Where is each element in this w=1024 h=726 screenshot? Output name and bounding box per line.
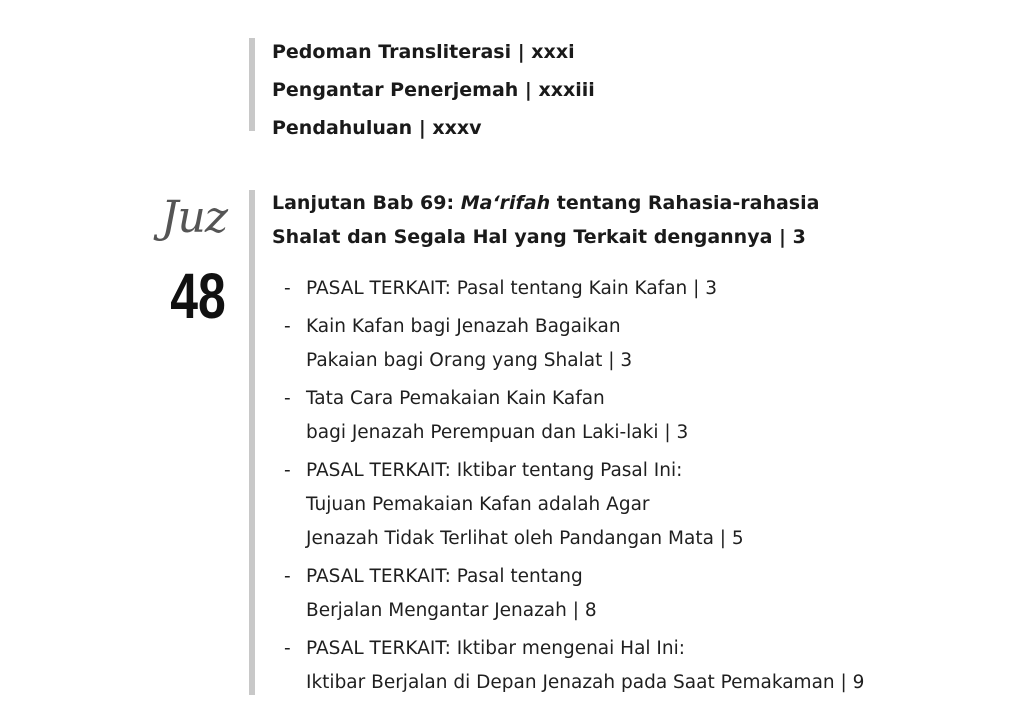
entry-line: Iktibar Berjalan di Depan Jenazah pada Saat Pemakaman | 9 bbox=[306, 672, 865, 693]
section-entry-list bbox=[284, 272, 984, 704]
entry-line: PASAL TERKAIT: Iktibar tentang Pasal Ini: bbox=[306, 460, 683, 481]
toc-entry-introduction[interactable]: Pendahuluan | xxxv bbox=[272, 117, 482, 139]
section-entry[interactable] bbox=[284, 310, 984, 378]
chapter-title-line-2: Shalat dan Segala Hal yang Terkait dengannya | 3 bbox=[272, 226, 806, 248]
entry-dash: - bbox=[284, 278, 291, 299]
section-entry[interactable] bbox=[284, 272, 984, 306]
section-entry[interactable] bbox=[284, 632, 984, 700]
toc-entry-transliteration[interactable]: Pedoman Transliterasi | xxxi bbox=[272, 41, 575, 63]
entry-line: PASAL TERKAIT: Iktibar mengenai Hal Ini: bbox=[306, 638, 685, 659]
juz-divider bbox=[249, 190, 255, 695]
entry-line: Tata Cara Pemakaian Kain Kafan bbox=[306, 388, 605, 409]
chapter-title-italic: Ma‘rifah bbox=[460, 192, 551, 214]
entry-line: Jenazah Tidak Terlihat oleh Pandangan Mata | 5 bbox=[306, 528, 744, 549]
chapter-title-prefix: Lanjutan Bab 69: bbox=[272, 192, 461, 214]
toc-entry-translator-preface[interactable]: Pengantar Penerjemah | xxxiii bbox=[272, 79, 595, 101]
entry-line: Berjalan Mengantar Jenazah | 8 bbox=[306, 600, 597, 621]
entry-dash: - bbox=[284, 388, 291, 409]
entry-dash: - bbox=[284, 638, 291, 659]
entry-line: Kain Kafan bagi Jenazah Bagaikan bbox=[306, 316, 621, 337]
entry-dash: - bbox=[284, 566, 291, 587]
chapter-title-suffix: tentang Rahasia-rahasia bbox=[550, 192, 820, 214]
section-entry[interactable] bbox=[284, 560, 984, 628]
entry-line: Tujuan Pemakaian Kafan adalah Agar bbox=[306, 494, 650, 515]
front-matter-list bbox=[272, 33, 595, 147]
section-entry[interactable] bbox=[284, 454, 984, 556]
chapter-title-line-1 bbox=[272, 186, 952, 220]
entry-line: Pakaian bagi Orang yang Shalat | 3 bbox=[306, 350, 633, 371]
section-entry[interactable] bbox=[284, 382, 984, 450]
entry-dash: - bbox=[284, 460, 291, 481]
entry-dash: - bbox=[284, 316, 291, 337]
juz-number: 48 bbox=[170, 260, 226, 332]
entry-line: bagi Jenazah Perempuan dan Laki-laki | 3 bbox=[306, 422, 689, 443]
entry-line: PASAL TERKAIT: Pasal tentang bbox=[306, 566, 583, 587]
chapter-title[interactable] bbox=[272, 186, 952, 254]
juz-label: Juz bbox=[160, 192, 228, 243]
entry-line: PASAL TERKAIT: Pasal tentang Kain Kafan | 3 bbox=[306, 278, 718, 299]
front-matter-divider bbox=[249, 38, 255, 131]
